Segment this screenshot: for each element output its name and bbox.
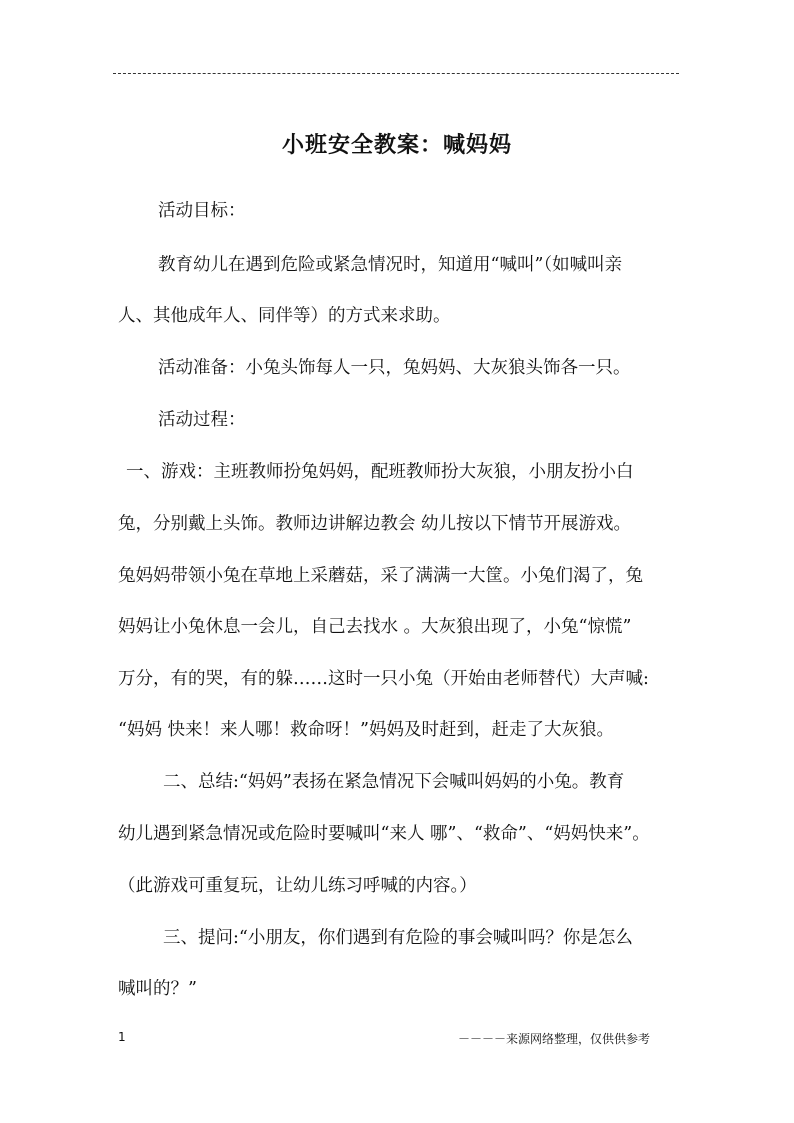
paragraph-line: 兔，分别戴上头饰。教师边讲解边教会 幼儿按以下情节开展游戏。 [118,514,632,534]
paragraph-line: 一、游戏：主班教师扮兔妈妈，配班教师扮大灰狼，小朋友扮小白 [126,462,634,482]
paragraph-line: 喊叫的？” [118,979,197,999]
paragraph-line: 人、其他成年人、同伴等）的方式来求助。 [118,306,451,326]
paragraph-line: 妈妈让小兔休息一会儿，自己去找水 。大灰狼出现了，小兔“惊慌” [118,617,632,637]
document-title: 小班安全教案：喊妈妈 [281,132,512,158]
paragraph-line: 万分，有的哭，有的躲……这时一只小兔（开始由老师替代）大声喊: [118,669,649,689]
paragraph-line: 活动准备：小兔头饰每人一只，兔妈妈、大灰狼头饰各一只。 [158,358,631,378]
paragraph-line: 三、提问:“小朋友，你们遇到有危险的事会喊叫吗？你是怎么 [163,928,633,948]
page-number: 1 [118,1030,126,1044]
paragraph-line: 兔妈妈带领小兔在草地上采蘑菇，采了满满一大筐。小兔们渴了，兔 [118,566,643,586]
header-divider [113,73,679,74]
paragraph-line: 活动过程： [158,410,246,430]
paragraph-line: 幼儿遇到紧急情况或危险时要喊叫“来人 哪”、“救命”、“妈妈快来”。 [118,824,650,844]
paragraph-line: （此游戏可重复玩，让幼儿练习呼喊的内容。） [118,876,477,896]
paragraph-line: “妈妈 快来！来人哪！救命呀！”妈妈及时赶到，赶走了大灰狼。 [118,720,614,740]
paragraph-line: 教育幼儿在遇到危险或紧急情况时，知道用“喊叫”（如喊叫亲 [158,255,623,275]
paragraph-line: 二、总结:“妈妈”表扬在紧急情况下会喊叫妈妈的小兔。教育 [163,772,625,792]
footer-source-note: －－－－来源网络整理，仅供供参考 [458,1032,651,1046]
paragraph-line: 活动目标： [158,201,246,221]
